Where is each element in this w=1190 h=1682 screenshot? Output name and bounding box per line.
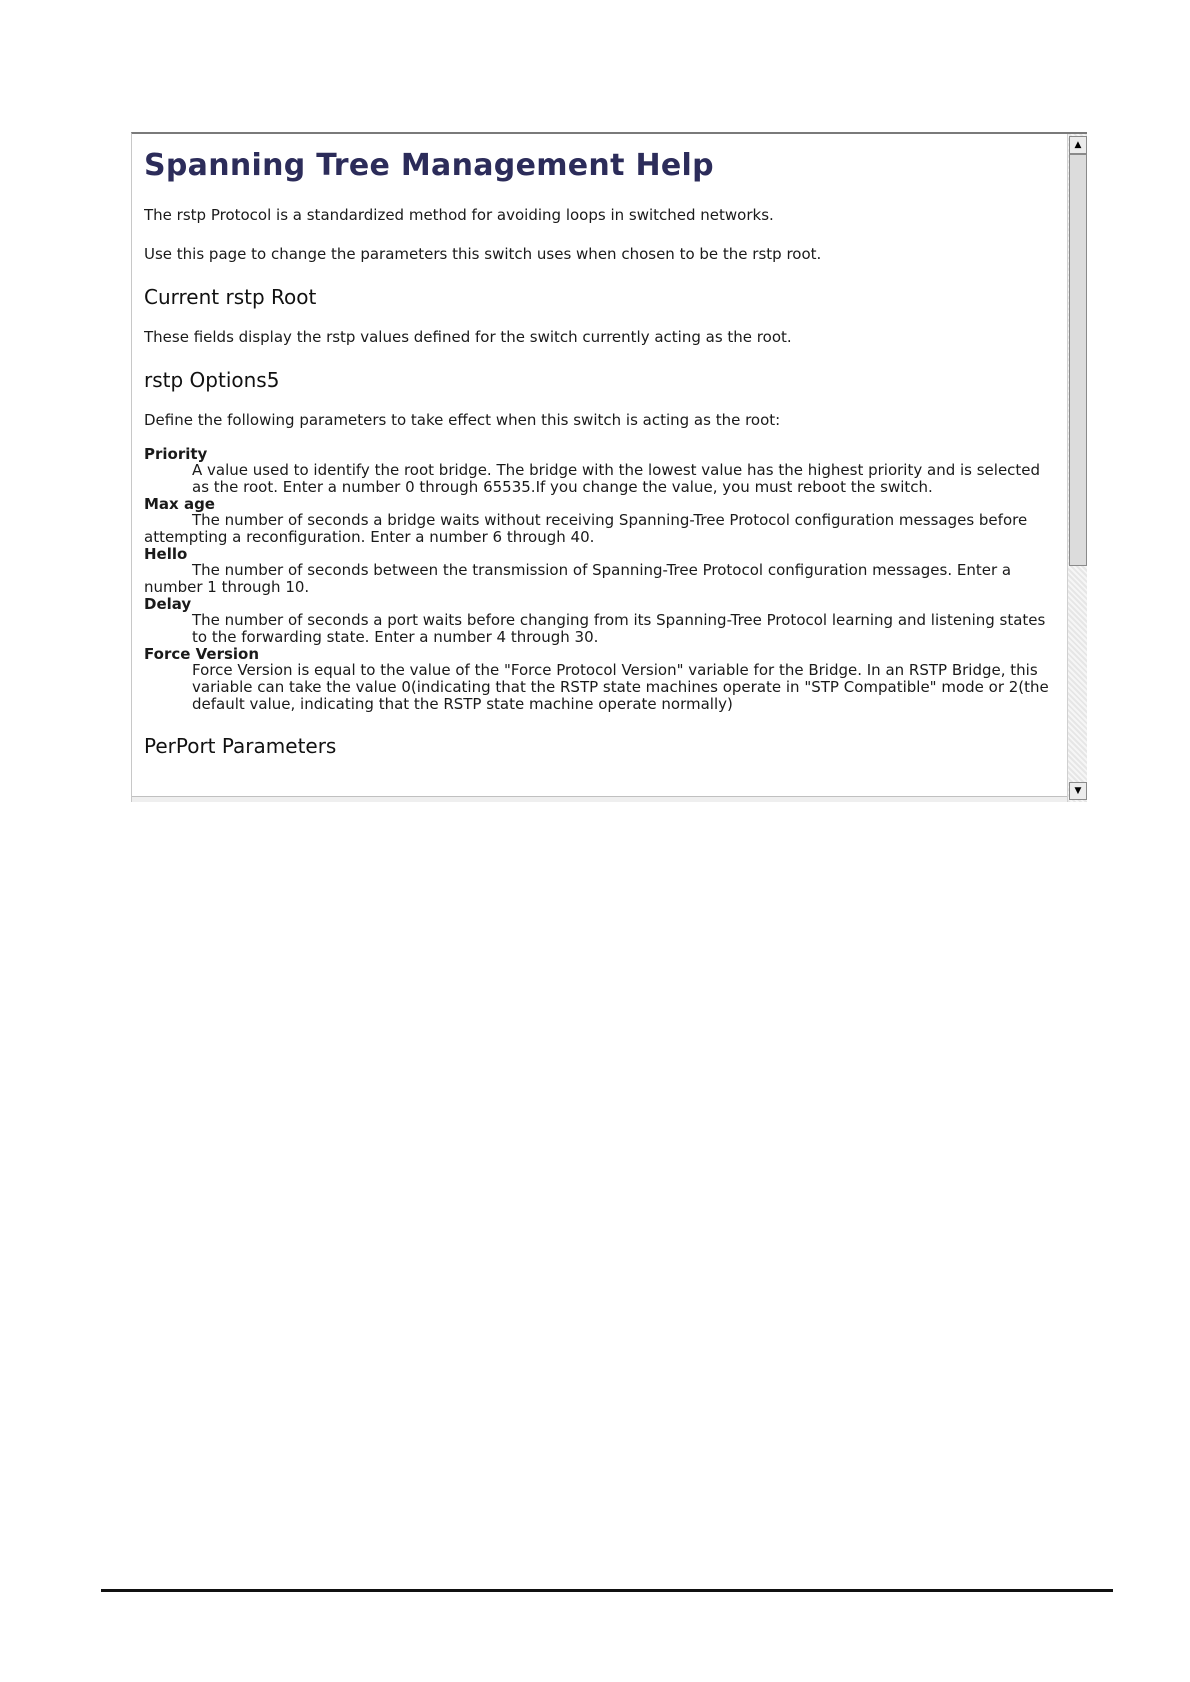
intro-paragraph-1: The rstp Protocol is a standardized method for avoiding loops in switched networks. <box>144 206 774 224</box>
current-root-text: These fields display the rstp values defined for the switch currently acting as the root. <box>144 328 792 346</box>
options-heading: rstp Options5 <box>144 368 280 392</box>
param-term-force-version: Force Version <box>144 645 260 663</box>
page-title: Spanning Tree Management Help <box>144 148 714 183</box>
help-frame <box>131 132 1087 802</box>
footer-rule <box>101 1589 1113 1592</box>
param-term-delay: Delay <box>144 595 192 613</box>
vertical-scrollbar[interactable] <box>1067 134 1087 802</box>
current-root-heading: Current rstp Root <box>144 285 317 309</box>
param-desc-hello: The number of seconds between the transmission of Spanning-Tree Protocol configuration messages. Enter a number 1 through 10. <box>144 561 1012 596</box>
scroll-down-icon[interactable]: ▼ <box>1069 782 1087 800</box>
scrollbar-thumb[interactable] <box>1069 154 1087 566</box>
horizontal-scrollbar-edge <box>132 796 1067 802</box>
help-content <box>144 148 1059 798</box>
param-desc-max-age: The number of seconds a bridge waits without receiving Spanning-Tree Protocol configuration messages before attempting a reconfiguration. Enter a number 6 through 40. <box>144 511 1028 546</box>
intro-paragraph-2: Use this page to change the parameters this switch uses when chosen to be the rstp root. <box>144 245 822 263</box>
scroll-up-icon[interactable]: ▲ <box>1069 136 1087 154</box>
param-term-hello: Hello <box>144 545 188 563</box>
param-term-priority: Priority <box>144 445 208 463</box>
param-desc-delay: The number of seconds a port waits before changing from its Spanning-Tree Protocol learning and listening states to the forwarding state. Enter a number 4 through 30. <box>192 611 1046 646</box>
perport-heading: PerPort Parameters <box>144 734 337 758</box>
param-term-max-age: Max age <box>144 495 215 513</box>
options-text: Define the following parameters to take effect when this switch is acting as the root: <box>144 411 781 429</box>
param-desc-priority: A value used to identify the root bridge. The bridge with the lowest value has the highest priority and is selected as the root. Enter a number 0 through 65535.If you change the value, you must reboot the switch. <box>192 461 1041 496</box>
parameter-list <box>144 446 1059 713</box>
param-desc-force-version: Force Version is equal to the value of the "Force Protocol Version" variable for the Bridge. In an RSTP Bridge, this variable can take the value 0(indicating that the RSTP state machines operate in "STP Compatible" mode or 2(the default value, indicating that the RSTP state machine operate normally) <box>192 661 1049 713</box>
